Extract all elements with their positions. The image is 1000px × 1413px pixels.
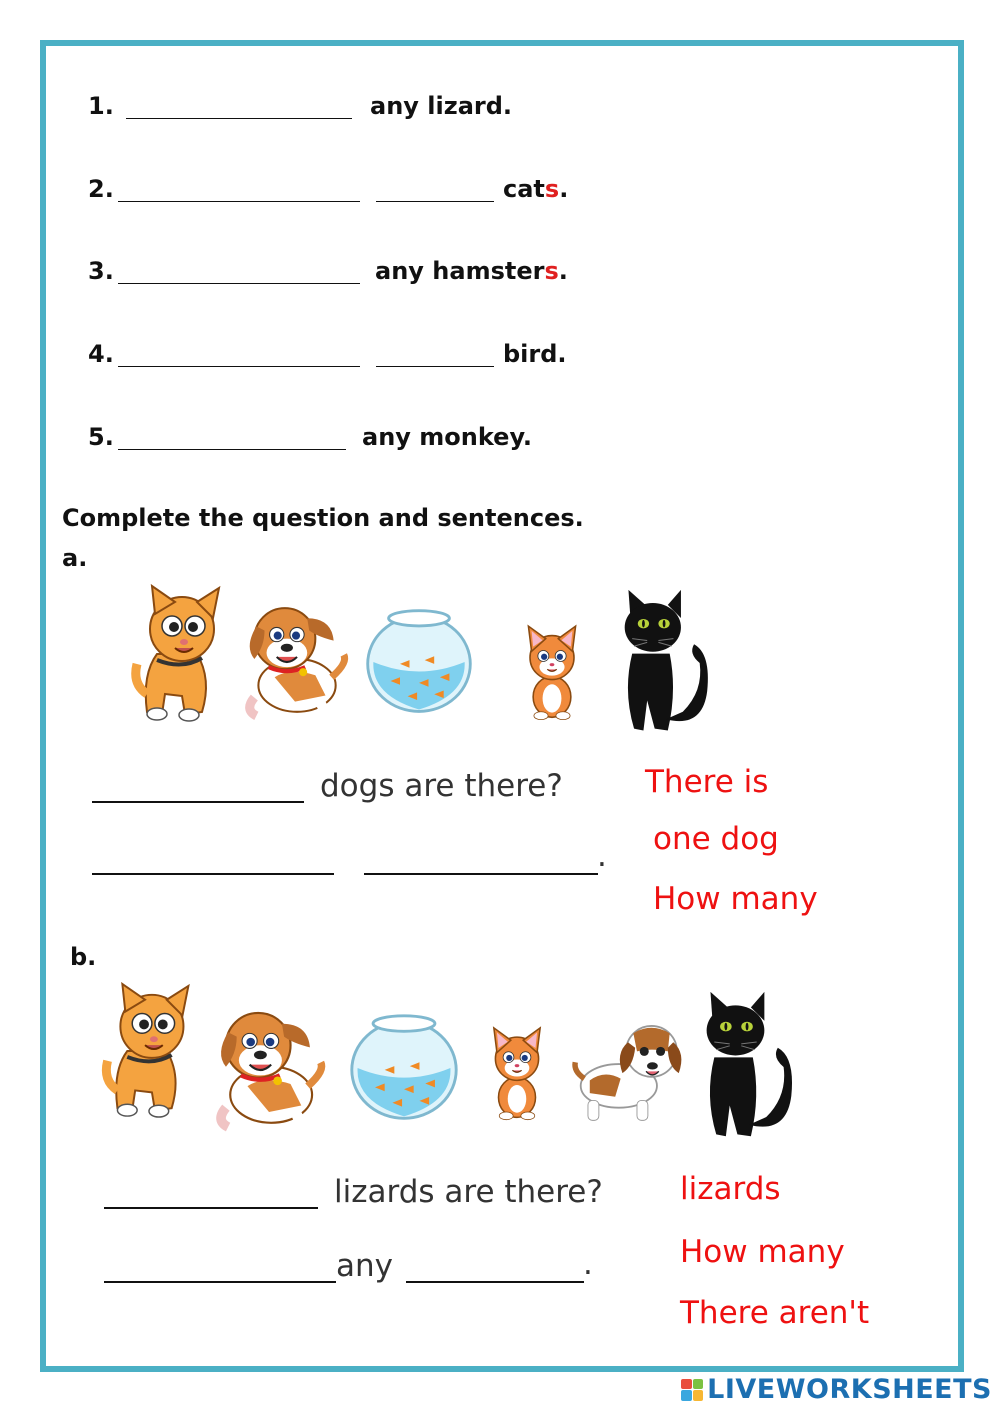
part-a-question-text: dogs are there?	[320, 768, 563, 804]
part-a-answer-blank-1[interactable]	[92, 873, 334, 875]
beagle-puppy-icon	[566, 1006, 688, 1124]
part-b-label: b.	[70, 943, 97, 971]
kitten-icon	[512, 612, 592, 722]
item-2-blank-1[interactable]	[118, 201, 360, 202]
part-b-option-3[interactable]: There aren't	[680, 1295, 870, 1331]
part-b-option-2[interactable]: How many	[680, 1234, 845, 1270]
logo-mark-icon	[681, 1379, 703, 1401]
part-b-answer-period: .	[583, 1246, 593, 1282]
item-4-text: bird.	[503, 340, 567, 368]
part-a-label: a.	[62, 544, 88, 572]
part-b-option-1[interactable]: lizards	[680, 1171, 781, 1207]
item-4-number: 4.	[88, 340, 114, 368]
item-3-number: 3.	[88, 257, 114, 285]
cat-icon	[92, 982, 202, 1120]
part-b-question-text: lizards are there?	[334, 1174, 603, 1210]
part-a-answer-blank-2[interactable]	[364, 873, 598, 875]
item-1-number: 1.	[88, 92, 114, 120]
part-a-answer-period: .	[597, 838, 607, 874]
item-3-blank[interactable]	[118, 283, 360, 284]
kitten-icon	[478, 1014, 556, 1122]
item-1-blank[interactable]	[126, 118, 352, 119]
brand-name: LIVEWORKSHEETS	[707, 1374, 992, 1405]
black-cat-icon	[690, 990, 806, 1144]
black-cat-icon	[606, 588, 724, 738]
item-4-blank-1[interactable]	[118, 366, 360, 367]
part-b-answer-any: any	[336, 1248, 393, 1284]
instruction: Complete the question and sentences.	[62, 504, 584, 532]
item-5-blank[interactable]	[118, 449, 346, 450]
fishbowl-icon	[346, 1010, 462, 1126]
liveworksheets-logo	[681, 1374, 992, 1405]
part-a-option-3[interactable]: How many	[653, 881, 818, 917]
item-2-text: cats.	[503, 175, 569, 203]
item-5-text: any monkey.	[362, 423, 533, 451]
part-a-question-blank[interactable]	[92, 801, 304, 803]
item-2-number: 2.	[88, 175, 114, 203]
item-5-number: 5.	[88, 423, 114, 451]
item-2-blank-2[interactable]	[376, 201, 494, 202]
fishbowl-icon	[362, 604, 476, 720]
item-1-text: any lizard.	[370, 92, 513, 120]
item-4-blank-2[interactable]	[376, 366, 494, 367]
puppy-icon	[234, 594, 356, 730]
item-3-text: any hamsters.	[375, 257, 568, 285]
part-b-answer-blank-1[interactable]	[104, 1281, 336, 1283]
part-b-answer-blank-2[interactable]	[406, 1281, 584, 1283]
part-b-question-blank[interactable]	[104, 1207, 318, 1209]
part-a-option-1[interactable]: There is	[645, 764, 769, 800]
cat-icon	[122, 584, 232, 724]
puppy-icon	[204, 1000, 334, 1140]
part-a-option-2[interactable]: one dog	[653, 821, 779, 857]
